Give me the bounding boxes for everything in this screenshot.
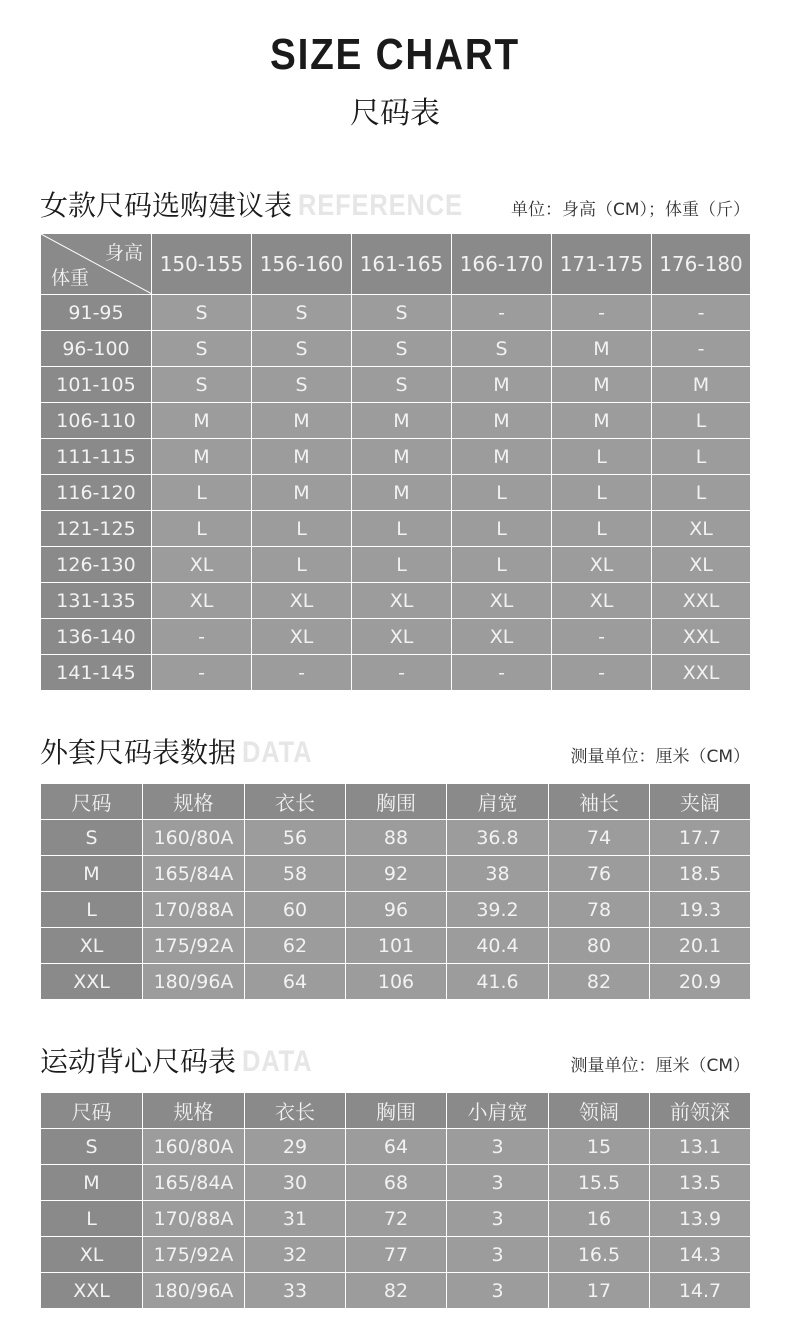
jacket-cell: 74 bbox=[549, 820, 650, 856]
jacket-title-text: 外套尺码表数据 bbox=[40, 736, 237, 769]
jacket-cell: 101 bbox=[346, 928, 447, 964]
size-cell: - bbox=[252, 655, 352, 691]
vest-cell: 180/96A bbox=[143, 1273, 245, 1309]
vest-cell: 29 bbox=[245, 1129, 346, 1165]
jacket-column-header: 夹阔 bbox=[650, 784, 751, 820]
size-cell: S bbox=[252, 367, 352, 403]
size-cell: XL bbox=[452, 619, 552, 655]
size-cell: - bbox=[652, 331, 751, 367]
size-cell: XL bbox=[252, 619, 352, 655]
vest-column-header: 规格 bbox=[143, 1093, 245, 1129]
size-cell: L bbox=[252, 511, 352, 547]
jacket-cell: 82 bbox=[549, 964, 650, 1000]
table-row bbox=[41, 439, 751, 475]
table-row bbox=[41, 1165, 751, 1201]
jacket-cell: 180/96A bbox=[143, 964, 245, 1000]
vest-table bbox=[40, 1092, 751, 1309]
jacket-cell: 96 bbox=[346, 892, 447, 928]
size-cell: XL bbox=[552, 547, 652, 583]
table-row bbox=[41, 583, 751, 619]
size-cell: S bbox=[352, 331, 452, 367]
weight-range-cell: 121-125 bbox=[41, 511, 152, 547]
size-cell: L bbox=[552, 511, 652, 547]
jacket-cell: 106 bbox=[346, 964, 447, 1000]
size-cell: S bbox=[252, 295, 352, 331]
vest-cell: 68 bbox=[346, 1165, 447, 1201]
size-cell: M bbox=[152, 439, 252, 475]
size-cell: S bbox=[152, 295, 252, 331]
size-cell: L bbox=[452, 547, 552, 583]
size-cell: XXL bbox=[652, 655, 751, 691]
size-cell: M bbox=[552, 367, 652, 403]
vest-cell: 13.1 bbox=[650, 1129, 751, 1165]
vest-cell: 160/80A bbox=[143, 1129, 245, 1165]
weight-range-cell: 106-110 bbox=[41, 403, 152, 439]
size-cell: L bbox=[652, 439, 751, 475]
reference-title-text: 女款尺码选购建议表 bbox=[40, 189, 293, 222]
jacket-unit: 测量单位：厘米（CM） bbox=[570, 747, 750, 767]
table-row bbox=[41, 655, 751, 691]
reference-corner-cell bbox=[41, 234, 152, 295]
vest-column-header: 领阔 bbox=[549, 1093, 650, 1129]
reference-header-row bbox=[41, 234, 751, 295]
vest-cell: 15 bbox=[549, 1129, 650, 1165]
size-cell: M bbox=[252, 403, 352, 439]
jacket-cell: 165/84A bbox=[143, 856, 245, 892]
reference-title bbox=[40, 184, 492, 224]
height-range-header: 166-170 bbox=[452, 234, 552, 295]
corner-weight-label: 体重 bbox=[51, 267, 90, 289]
vest-cell: 3 bbox=[447, 1165, 549, 1201]
vest-cell: 3 bbox=[447, 1237, 549, 1273]
vest-cell: 16 bbox=[549, 1201, 650, 1237]
table-row bbox=[41, 403, 751, 439]
jacket-cell: 78 bbox=[549, 892, 650, 928]
vest-column-header: 前领深 bbox=[650, 1093, 751, 1129]
jacket-column-header: 胸围 bbox=[346, 784, 447, 820]
jacket-cell: XXL bbox=[41, 964, 143, 1000]
jacket-column-header: 袖长 bbox=[549, 784, 650, 820]
vest-cell: 3 bbox=[447, 1273, 549, 1309]
vest-cell: 31 bbox=[245, 1201, 346, 1237]
size-cell: XL bbox=[652, 511, 751, 547]
vest-cell: 165/84A bbox=[143, 1165, 245, 1201]
table-row bbox=[41, 820, 751, 856]
jacket-title bbox=[40, 731, 325, 771]
size-cell: L bbox=[452, 511, 552, 547]
size-cell: - bbox=[452, 295, 552, 331]
jacket-cell: 175/92A bbox=[143, 928, 245, 964]
weight-range-cell: 91-95 bbox=[41, 295, 152, 331]
vest-cell: 15.5 bbox=[549, 1165, 650, 1201]
weight-range-cell: 131-135 bbox=[41, 583, 152, 619]
size-cell: M bbox=[552, 331, 652, 367]
reference-unit: 单位：身高（CM）；体重（斤） bbox=[510, 200, 750, 220]
table-row bbox=[41, 475, 751, 511]
vest-cell: 33 bbox=[245, 1273, 346, 1309]
table-row bbox=[41, 367, 751, 403]
weight-range-cell: 136-140 bbox=[41, 619, 152, 655]
jacket-cell: 64 bbox=[245, 964, 346, 1000]
reference-ghost-text: REFERENCE bbox=[298, 189, 463, 222]
jacket-column-header: 肩宽 bbox=[447, 784, 549, 820]
jacket-cell: 20.9 bbox=[650, 964, 751, 1000]
jacket-cell: 40.4 bbox=[447, 928, 549, 964]
size-cell: XXL bbox=[652, 583, 751, 619]
size-cell: M bbox=[652, 367, 751, 403]
table-row bbox=[41, 964, 751, 1000]
height-range-header: 176-180 bbox=[652, 234, 751, 295]
jacket-cell: 160/80A bbox=[143, 820, 245, 856]
vest-cell: XXL bbox=[41, 1273, 143, 1309]
size-cell: XL bbox=[552, 583, 652, 619]
size-cell: XL bbox=[352, 619, 452, 655]
vest-column-header: 小肩宽 bbox=[447, 1093, 549, 1129]
vest-cell: 82 bbox=[346, 1273, 447, 1309]
size-cell: L bbox=[552, 439, 652, 475]
table-row bbox=[41, 619, 751, 655]
height-range-header: 161-165 bbox=[352, 234, 452, 295]
size-cell: L bbox=[352, 511, 452, 547]
height-range-header: 156-160 bbox=[252, 234, 352, 295]
vest-title bbox=[40, 1040, 325, 1080]
jacket-cell: 41.6 bbox=[447, 964, 549, 1000]
size-cell: M bbox=[352, 475, 452, 511]
size-cell: M bbox=[552, 403, 652, 439]
vest-cell: 13.9 bbox=[650, 1201, 751, 1237]
vest-column-header: 胸围 bbox=[346, 1093, 447, 1129]
size-cell: - bbox=[552, 619, 652, 655]
size-cell: S bbox=[152, 331, 252, 367]
vest-cell: 175/92A bbox=[143, 1237, 245, 1273]
size-cell: M bbox=[352, 403, 452, 439]
vest-cell: 16.5 bbox=[549, 1237, 650, 1273]
jacket-cell: 17.7 bbox=[650, 820, 751, 856]
table-row bbox=[41, 928, 751, 964]
jacket-cell: 92 bbox=[346, 856, 447, 892]
size-cell: M bbox=[152, 403, 252, 439]
weight-range-cell: 126-130 bbox=[41, 547, 152, 583]
vest-cell: 170/88A bbox=[143, 1201, 245, 1237]
vest-cell: 77 bbox=[346, 1237, 447, 1273]
table-row bbox=[41, 547, 751, 583]
vest-column-header: 衣长 bbox=[245, 1093, 346, 1129]
jacket-cell: 19.3 bbox=[650, 892, 751, 928]
height-range-header: 150-155 bbox=[152, 234, 252, 295]
size-cell: S bbox=[452, 331, 552, 367]
size-cell: L bbox=[352, 547, 452, 583]
size-cell: M bbox=[452, 439, 552, 475]
vest-cell: 14.3 bbox=[650, 1237, 751, 1273]
size-cell: - bbox=[552, 295, 652, 331]
size-cell: XL bbox=[652, 547, 751, 583]
jacket-cell: 56 bbox=[245, 820, 346, 856]
corner-height-label: 身高 bbox=[104, 242, 143, 264]
jacket-column-header: 衣长 bbox=[245, 784, 346, 820]
size-cell: - bbox=[552, 655, 652, 691]
jacket-header-row bbox=[41, 784, 751, 820]
jacket-cell: 20.1 bbox=[650, 928, 751, 964]
vest-header bbox=[40, 1040, 750, 1084]
jacket-cell: L bbox=[41, 892, 143, 928]
size-cell: M bbox=[352, 439, 452, 475]
table-row bbox=[41, 892, 751, 928]
vest-cell: 13.5 bbox=[650, 1165, 751, 1201]
table-row bbox=[41, 295, 751, 331]
vest-cell: 14.7 bbox=[650, 1273, 751, 1309]
table-row bbox=[41, 1201, 751, 1237]
weight-range-cell: 96-100 bbox=[41, 331, 152, 367]
jacket-cell: 76 bbox=[549, 856, 650, 892]
jacket-cell: 60 bbox=[245, 892, 346, 928]
table-row bbox=[41, 511, 751, 547]
size-cell: S bbox=[352, 295, 452, 331]
weight-range-cell: 116-120 bbox=[41, 475, 152, 511]
page-title: SIZE CHART bbox=[270, 30, 520, 79]
size-cell: - bbox=[652, 295, 751, 331]
size-cell: XXL bbox=[652, 619, 751, 655]
table-row bbox=[41, 1129, 751, 1165]
jacket-cell: 58 bbox=[245, 856, 346, 892]
height-range-header: 171-175 bbox=[552, 234, 652, 295]
jacket-column-header: 规格 bbox=[143, 784, 245, 820]
weight-range-cell: 141-145 bbox=[41, 655, 152, 691]
vest-cell: 17 bbox=[549, 1273, 650, 1309]
vest-cell: M bbox=[41, 1165, 143, 1201]
vest-cell: 30 bbox=[245, 1165, 346, 1201]
vest-ghost-text: DATA bbox=[242, 1045, 313, 1078]
size-cell: S bbox=[252, 331, 352, 367]
table-row bbox=[41, 1237, 751, 1273]
vest-cell: 3 bbox=[447, 1201, 549, 1237]
size-cell: XL bbox=[452, 583, 552, 619]
vest-cell: 3 bbox=[447, 1129, 549, 1165]
size-cell: XL bbox=[152, 583, 252, 619]
size-cell: XL bbox=[152, 547, 252, 583]
reference-header bbox=[40, 184, 750, 228]
jacket-ghost-text: DATA bbox=[242, 736, 313, 769]
size-cell: - bbox=[352, 655, 452, 691]
size-cell: XL bbox=[252, 583, 352, 619]
jacket-cell: S bbox=[41, 820, 143, 856]
jacket-cell: 62 bbox=[245, 928, 346, 964]
table-row bbox=[41, 1273, 751, 1309]
weight-range-cell: 111-115 bbox=[41, 439, 152, 475]
vest-header-row bbox=[41, 1093, 751, 1129]
size-cell: L bbox=[552, 475, 652, 511]
vest-unit: 测量单位：厘米（CM） bbox=[570, 1056, 750, 1076]
vest-cell: S bbox=[41, 1129, 143, 1165]
size-cell: L bbox=[152, 475, 252, 511]
jacket-header bbox=[40, 731, 750, 775]
table-row bbox=[41, 331, 751, 367]
vest-cell: 72 bbox=[346, 1201, 447, 1237]
vest-cell: XL bbox=[41, 1237, 143, 1273]
size-cell: S bbox=[352, 367, 452, 403]
size-cell: L bbox=[652, 403, 751, 439]
jacket-cell: M bbox=[41, 856, 143, 892]
size-cell: S bbox=[152, 367, 252, 403]
jacket-cell: 18.5 bbox=[650, 856, 751, 892]
jacket-cell: 170/88A bbox=[143, 892, 245, 928]
page-subtitle: 尺码表 bbox=[350, 96, 440, 131]
jacket-cell: 80 bbox=[549, 928, 650, 964]
vest-cell: L bbox=[41, 1201, 143, 1237]
size-cell: - bbox=[452, 655, 552, 691]
size-cell: - bbox=[152, 655, 252, 691]
size-cell: M bbox=[452, 403, 552, 439]
size-cell: XL bbox=[352, 583, 452, 619]
vest-cell: 64 bbox=[346, 1129, 447, 1165]
jacket-column-header: 尺码 bbox=[41, 784, 143, 820]
weight-range-cell: 101-105 bbox=[41, 367, 152, 403]
size-cell: M bbox=[252, 475, 352, 511]
jacket-cell: 39.2 bbox=[447, 892, 549, 928]
size-cell: L bbox=[652, 475, 751, 511]
vest-title-text: 运动背心尺码表 bbox=[40, 1045, 237, 1078]
jacket-cell: 38 bbox=[447, 856, 549, 892]
jacket-cell: 36.8 bbox=[447, 820, 549, 856]
size-cell: L bbox=[152, 511, 252, 547]
vest-column-header: 尺码 bbox=[41, 1093, 143, 1129]
size-cell: L bbox=[452, 475, 552, 511]
jacket-cell: XL bbox=[41, 928, 143, 964]
size-cell: M bbox=[452, 367, 552, 403]
reference-table bbox=[40, 233, 751, 691]
table-row bbox=[41, 856, 751, 892]
size-cell: M bbox=[252, 439, 352, 475]
size-cell: L bbox=[252, 547, 352, 583]
jacket-table bbox=[40, 783, 751, 1000]
size-cell: - bbox=[152, 619, 252, 655]
jacket-cell: 88 bbox=[346, 820, 447, 856]
vest-cell: 32 bbox=[245, 1237, 346, 1273]
